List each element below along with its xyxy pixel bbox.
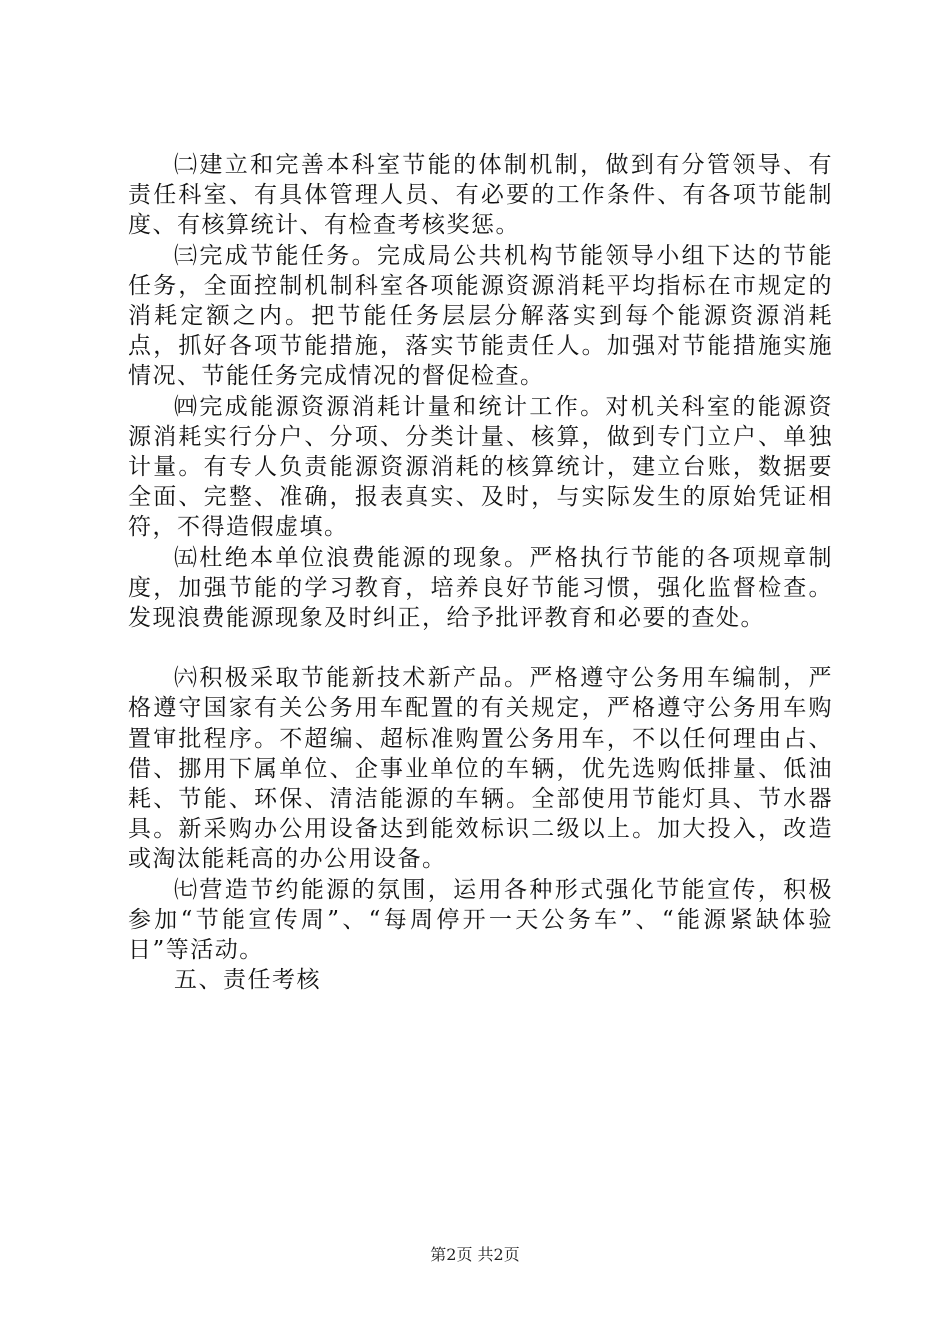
page-footer: 第2页 共2页 [430,1245,520,1264]
paragraph-7: ㈦营造节约能源的氛围，运用各种形式强化节能宣传，积极参加“节能宣传周”、“每周停开一天公务车”、“能源紧缺体验日”等活动。 [128,876,833,964]
paragraph-5: ㈤杜绝本单位浪费能源的现象。严格执行节能的各项规章制度，加强节能的学习教育，培养良好节能习惯，强化监督检查。发现浪费能源现象及时纠正，给予批评教育和必要的查处。 [128,544,833,632]
paragraph-2: ㈡建立和完善本科室节能的体制机制，做到有分管领导、有责任科室、有具体管理人员、有必要的工作条件、有各项节能制度、有核算统计、有检查考核奖惩。 [128,152,833,239]
paragraph-6: ㈥积极采取节能新技术新产品。严格遵守公务用车编制，严格遵守国家有关公务用车配置的有关规定，严格遵守公务用车购置审批程序。不超编、超标准购置公务用车，不以任何理由占、借、挪用下属单位、企事业单位的车辆，优先选购低排量、低油耗、节能、环保、清洁能源的车辆。全部使用节能灯具、节水器具。新采购办公用设备达到能效标识二级以上。加大投入，改造或淘汰能耗高的办公用设备。 [128,665,833,873]
document-body [128,150,833,995]
paragraph-4: ㈣完成能源资源消耗计量和统计工作。对机关科室的能源资源消耗实行分户、分项、分类计量、核算，做到专门立户、单独计量。有专人负责能源资源消耗的核算统计，建立台账，数据要全面、完整、准确，报表真实、及时，与实际发生的原始凭证相符，不得造假虚填。 [128,393,833,541]
section-heading-responsibility: 五、责任考核 [174,967,321,994]
paragraph-3: ㈢完成节能任务。完成局公共机构节能领导小组下达的节能任务，全面控制机制科室各项能源资源消耗平均指标在市规定的消耗定额之内。把节能任务层层分解落实到每个能源资源消耗点，抓好各项节能措施，落实节能责任人。加强对节能措施实施情况、节能任务完成情况的督促检查。 [128,242,833,390]
